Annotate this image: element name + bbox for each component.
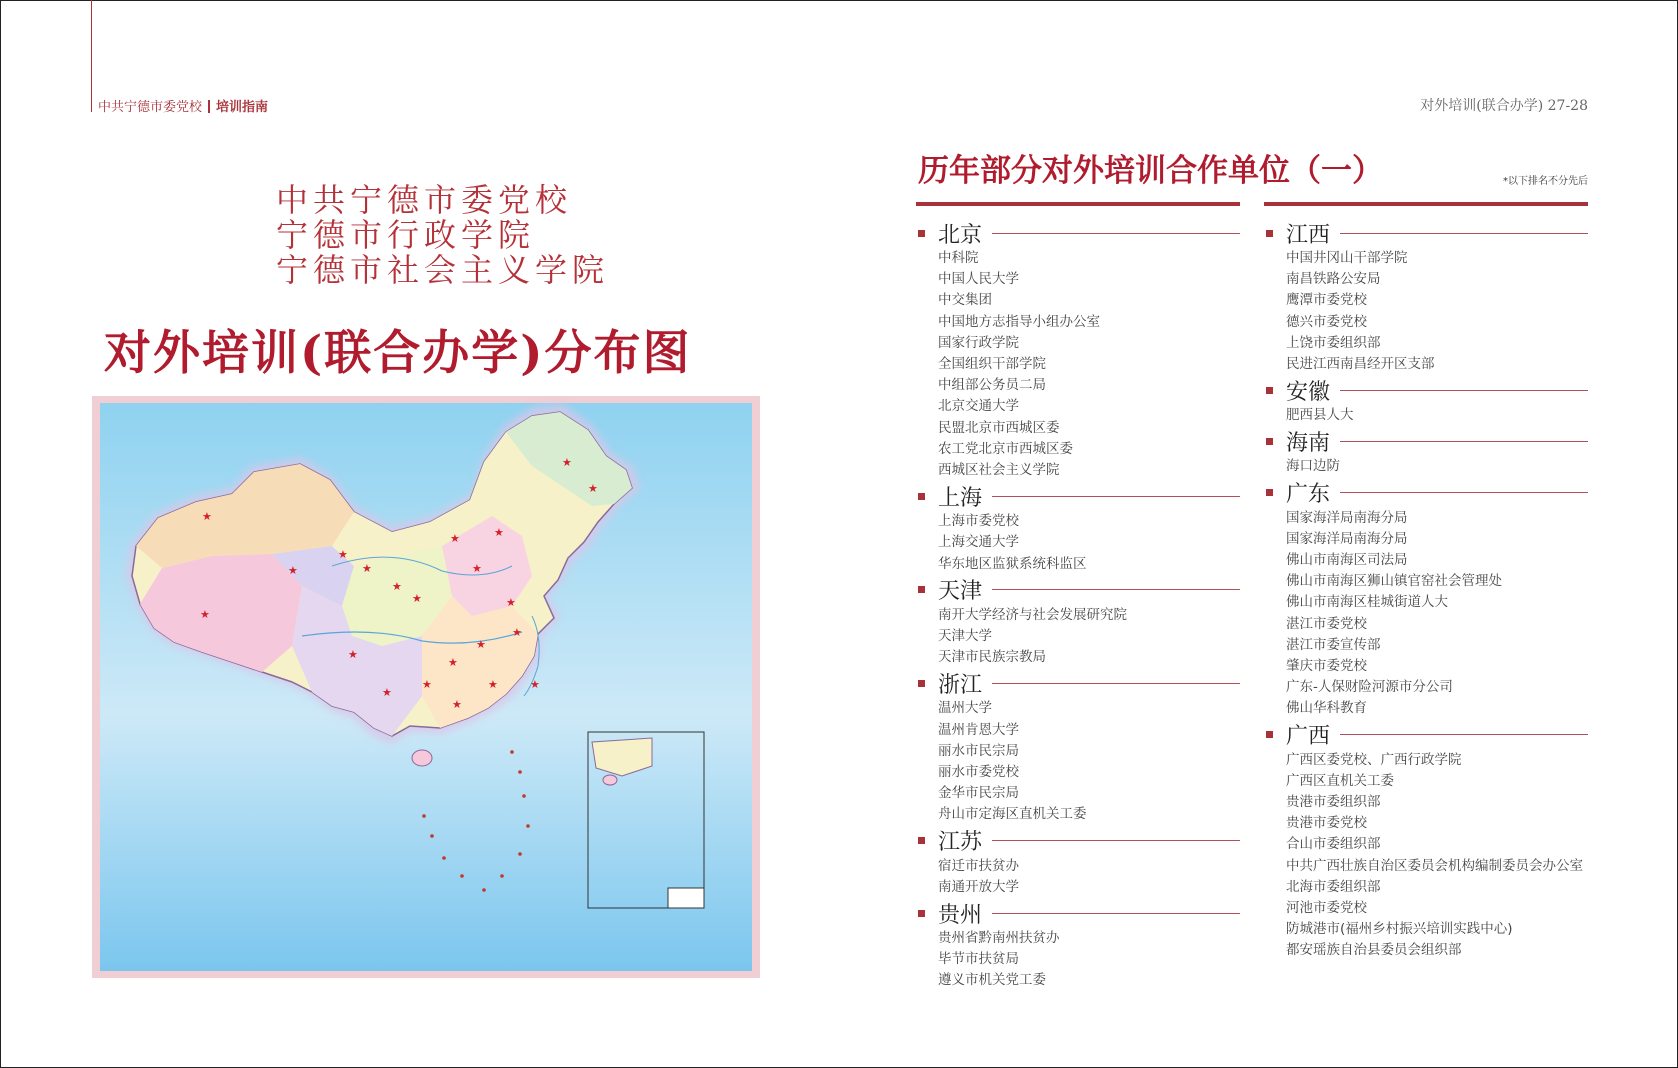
institution-name: 宁德市社会主义学院 xyxy=(276,251,610,289)
partner-item: 海口边防 xyxy=(1286,458,1340,475)
partner-item: 中国地方志指导小组办公室 xyxy=(938,313,1100,330)
partner-item: 上海交通大学 xyxy=(938,534,1019,551)
region-heading xyxy=(916,481,1240,511)
partner-item: 肇庆市委党校 xyxy=(1286,658,1367,675)
partner-item: 中科院 xyxy=(938,250,979,266)
partner-item: 佛山市南海区狮山镇官窑社会管理处 xyxy=(1286,573,1502,590)
inset-land xyxy=(592,738,652,776)
bullet-square-icon xyxy=(918,230,925,237)
region-rule xyxy=(1340,390,1588,391)
partner-item: 都安瑶族自治县委员会组织部 xyxy=(1286,942,1462,959)
region-rule xyxy=(992,589,1240,590)
partner-item: 华东地区监狱系统科监区 xyxy=(938,555,1087,572)
region-rule xyxy=(992,233,1240,234)
bullet-square-icon xyxy=(918,837,925,844)
partner-item: 温州大学 xyxy=(938,700,992,717)
partner-item: 德兴市委党校 xyxy=(1286,313,1367,330)
partner-item: 国家行政学院 xyxy=(938,334,1019,351)
region-name: 广东 xyxy=(1286,482,1331,508)
china-map-illustration xyxy=(92,396,760,978)
region-name: 江苏 xyxy=(938,830,983,856)
region-group xyxy=(916,218,1240,481)
region-heading xyxy=(916,575,1240,605)
partner-item: 农工党北京市西城区委 xyxy=(938,440,1073,457)
partner-item: 中组部公务员二局 xyxy=(938,377,1046,394)
partner-item: 肥西县人大 xyxy=(1286,407,1354,424)
region-group xyxy=(1264,720,1588,962)
ordering-note: *以下排名不分先后 xyxy=(1503,176,1588,187)
partner-item: 西城区社会主义学院 xyxy=(938,462,1060,479)
partner-item: 湛江市委党校 xyxy=(1286,615,1367,632)
header-vertical-rule xyxy=(91,0,92,112)
region-group xyxy=(916,826,1240,898)
bullet-square-icon xyxy=(918,493,925,500)
svg-text:★: ★ xyxy=(202,510,212,523)
bullet-square-icon xyxy=(918,910,925,917)
partner-item: 天津大学 xyxy=(938,628,992,645)
partner-item: 湛江市委宣传部 xyxy=(1286,636,1381,653)
region-heading xyxy=(1264,375,1588,405)
partner-item: 合山市委组织部 xyxy=(1286,836,1381,853)
institution-names xyxy=(276,183,609,288)
region-group xyxy=(916,898,1240,992)
partner-item: 上海市委党校 xyxy=(938,513,1019,530)
region-rule xyxy=(992,840,1240,841)
partner-item: 丽水市民宗局 xyxy=(938,742,1019,759)
title-rule-right xyxy=(1264,202,1588,206)
bullet-square-icon xyxy=(1266,387,1273,394)
region-rule xyxy=(992,683,1240,684)
svg-text:★: ★ xyxy=(412,592,422,605)
partner-item: 中国人民大学 xyxy=(938,271,1019,288)
partner-item: 南通开放大学 xyxy=(938,878,1019,895)
running-header-left xyxy=(98,96,268,115)
region-name: 海南 xyxy=(1286,430,1331,456)
svg-text:★: ★ xyxy=(422,678,432,691)
header-separator xyxy=(208,100,210,113)
partner-item: 佛山市南海区司法局 xyxy=(1286,552,1408,569)
partner-item: 北京交通大学 xyxy=(938,398,1019,415)
partners-title: 历年部分对外培训合作单位（一） xyxy=(918,153,1383,189)
inset-hainan xyxy=(603,775,617,785)
partners-column-left xyxy=(916,218,1240,992)
partner-item: 南昌铁路公安局 xyxy=(1286,271,1381,288)
region-group xyxy=(1264,375,1588,426)
partner-item: 中共广西壮族自治区委员会机构编制委员会办公室 xyxy=(1286,857,1583,874)
partner-item: 防城港市(福州乡村振兴培训实践中心) xyxy=(1286,921,1513,938)
partner-item: 佛山华科教育 xyxy=(1286,700,1367,717)
partner-item: 中国井冈山干部学院 xyxy=(1286,250,1408,266)
svg-text:★: ★ xyxy=(288,564,298,577)
running-header-right xyxy=(1420,95,1588,115)
institution-name: 宁德市行政学院 xyxy=(276,216,536,254)
header-right-text: 对外培训(联合办学) xyxy=(1420,98,1544,114)
region-name: 安徽 xyxy=(1286,379,1331,405)
region-rule xyxy=(1340,441,1588,442)
region-group xyxy=(916,575,1240,669)
svg-text:★: ★ xyxy=(476,638,486,651)
map-islands xyxy=(422,750,530,892)
bullet-square-icon xyxy=(1266,438,1273,445)
svg-text:★: ★ xyxy=(338,548,348,561)
region-heading xyxy=(916,668,1240,698)
svg-text:★: ★ xyxy=(452,698,462,711)
partner-item: 贵州省黔南州扶贫办 xyxy=(938,930,1060,947)
partner-item: 广东-人保财险河源市分公司 xyxy=(1286,679,1453,696)
region-name: 广西 xyxy=(1286,724,1331,750)
svg-text:★: ★ xyxy=(200,608,210,621)
distribution-map-title: 对外培训(联合办学)分布图 xyxy=(104,326,692,381)
partners-column-right xyxy=(1264,218,1588,962)
region-rule xyxy=(1340,233,1588,234)
partner-item: 佛山市南海区桂城街道人大 xyxy=(1286,594,1448,611)
partner-item: 全国组织干部学院 xyxy=(938,356,1046,373)
region-name: 北京 xyxy=(938,222,983,248)
svg-text:★: ★ xyxy=(494,526,504,539)
svg-text:★: ★ xyxy=(472,562,482,575)
svg-text:★: ★ xyxy=(506,596,516,609)
region-group xyxy=(1264,218,1588,375)
region-group xyxy=(1264,426,1588,477)
svg-text:★: ★ xyxy=(488,678,498,691)
partner-item: 天津市民族宗教局 xyxy=(938,649,1046,666)
region-heading xyxy=(1264,426,1588,456)
partner-item: 丽水市委党校 xyxy=(938,764,1019,781)
inset-legend-box xyxy=(668,888,704,908)
region-rule xyxy=(992,913,1240,914)
institution-name: 中共宁德市委党校 xyxy=(276,181,573,219)
region-heading xyxy=(916,898,1240,928)
region-group xyxy=(916,481,1240,575)
title-rule-left xyxy=(916,202,1240,206)
region-group xyxy=(916,668,1240,825)
bullet-square-icon xyxy=(918,680,925,687)
bullet-square-icon xyxy=(1266,230,1273,237)
svg-text:★: ★ xyxy=(530,678,540,691)
svg-text:★: ★ xyxy=(362,562,372,575)
partner-item: 舟山市定海区直机关工委 xyxy=(938,806,1087,823)
partner-item: 中交集团 xyxy=(938,292,992,309)
svg-text:★: ★ xyxy=(348,648,358,661)
svg-text:★: ★ xyxy=(392,580,402,593)
header-org: 中共宁德市委党校 xyxy=(98,100,203,115)
partner-item: 民进江西南昌经开区支部 xyxy=(1286,356,1435,373)
partner-item: 国家海洋局南海分局 xyxy=(1286,530,1408,547)
page-numbers: 27-28 xyxy=(1547,98,1588,114)
region-name: 贵州 xyxy=(938,902,983,928)
partner-item: 民盟北京市西城区委 xyxy=(938,419,1060,436)
china-map-figure xyxy=(92,396,760,978)
region-south xyxy=(422,596,538,728)
bullet-square-icon xyxy=(1266,489,1273,496)
region-rule xyxy=(1340,492,1588,493)
partner-item: 贵港市委组织部 xyxy=(1286,794,1381,811)
svg-text:★: ★ xyxy=(562,456,572,469)
region-name: 江西 xyxy=(1286,222,1331,248)
region-heading xyxy=(916,826,1240,856)
region-name: 上海 xyxy=(938,485,983,511)
bullet-square-icon xyxy=(1266,731,1273,738)
partner-item: 南开大学经济与社会发展研究院 xyxy=(938,606,1127,623)
region-group xyxy=(1264,478,1588,720)
partner-item: 贵港市委党校 xyxy=(1286,815,1367,832)
region-rule xyxy=(1340,734,1588,735)
partner-item: 金华市民宗局 xyxy=(938,785,1019,802)
region-rule xyxy=(992,496,1240,497)
region-heading xyxy=(1264,218,1588,248)
partner-item: 毕节市扶贫局 xyxy=(938,951,1019,968)
region-heading xyxy=(916,218,1240,248)
svg-text:★: ★ xyxy=(588,482,598,495)
header-section: 培训指南 xyxy=(216,100,269,115)
bullet-square-icon xyxy=(918,586,925,593)
region-name: 浙江 xyxy=(938,672,983,698)
partner-item: 宿迁市扶贫办 xyxy=(938,857,1019,874)
partner-item: 国家海洋局南海分局 xyxy=(1286,509,1408,526)
partner-item: 广西区直机关工委 xyxy=(1286,772,1394,789)
svg-text:★: ★ xyxy=(382,686,392,699)
partner-item: 上饶市委组织部 xyxy=(1286,334,1381,351)
partner-item: 温州肯恩大学 xyxy=(938,721,1019,738)
region-heading xyxy=(1264,478,1588,508)
svg-text:★: ★ xyxy=(448,656,458,669)
svg-text:★: ★ xyxy=(512,626,522,639)
svg-text:★: ★ xyxy=(450,532,460,545)
region-hainan xyxy=(412,750,432,766)
partner-item: 河池市委党校 xyxy=(1286,900,1367,917)
partner-item: 遵义市机关党工委 xyxy=(938,972,1046,989)
region-name: 天津 xyxy=(938,579,983,605)
region-tibet xyxy=(140,554,302,672)
partner-item: 鹰潭市委党校 xyxy=(1286,292,1367,309)
partner-item: 广西区委党校、广西行政学院 xyxy=(1286,751,1462,768)
partner-item: 北海市委组织部 xyxy=(1286,878,1381,895)
region-heading xyxy=(1264,720,1588,750)
